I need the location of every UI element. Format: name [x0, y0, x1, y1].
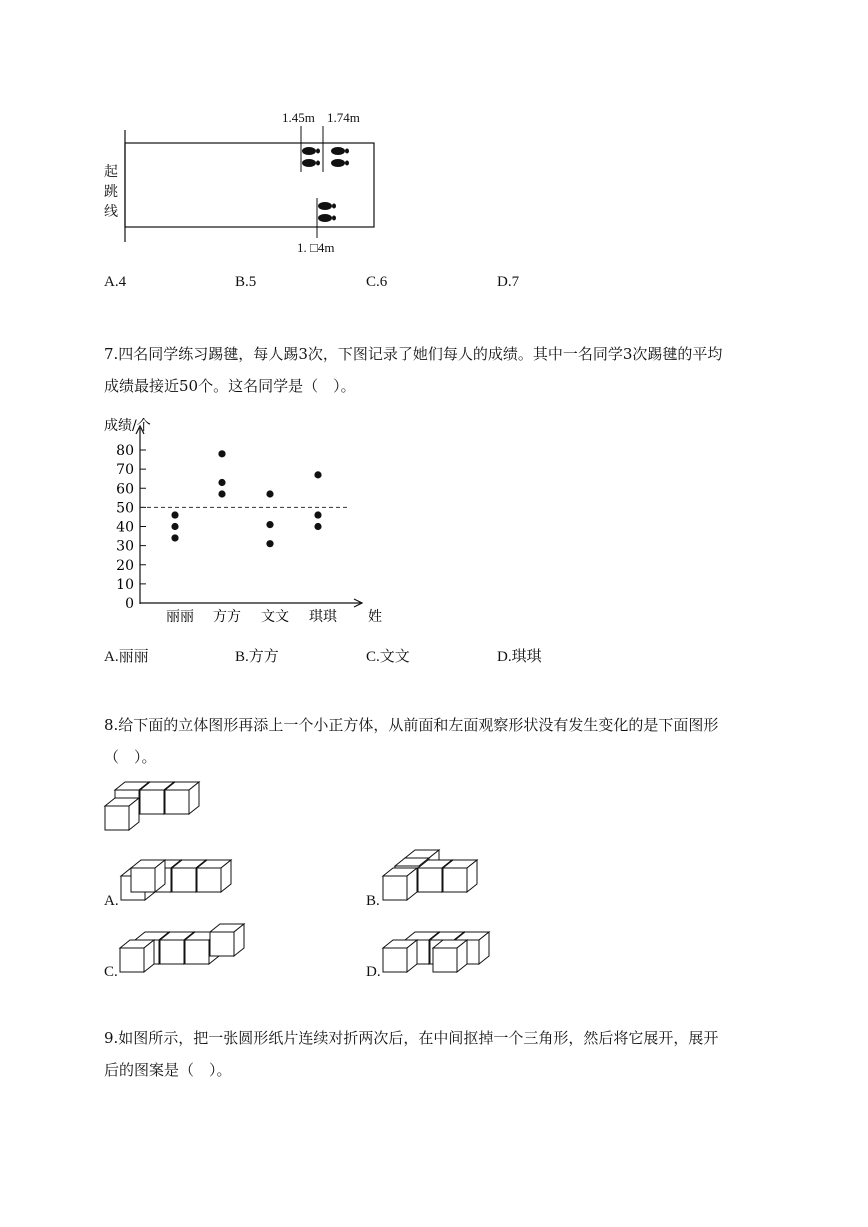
q7-text [104, 343, 784, 397]
y-tick-label: 70 [116, 462, 134, 479]
footprints-icon [302, 147, 349, 222]
cube-face [172, 868, 196, 892]
cube-face [140, 790, 164, 814]
q6-option-d[interactable]: D.7 [497, 274, 520, 290]
q8-option-c[interactable]: C. [104, 964, 118, 980]
x-tick-label: 琪琪 [309, 609, 337, 625]
q6-option-c[interactable]: C.6 [366, 274, 388, 290]
y-tick-label: 0 [125, 596, 134, 612]
y-tick-label: 80 [116, 443, 134, 459]
y-tick-label: 30 [116, 538, 134, 555]
x-tick-label: 方方 [213, 609, 241, 625]
q7-line2: 成绩最接近50个。这名同学是（ ）。 [104, 377, 356, 395]
q6-option-b[interactable]: B.5 [235, 274, 257, 290]
start-line-label [104, 162, 118, 222]
cube-face [185, 940, 209, 964]
q7-line1: 7.四名同学练习踢毽，每人踢3次，下图记录了她们每人的成绩。其中一名同学3次踢毽的平均 [104, 345, 723, 363]
data-point [314, 471, 321, 478]
cube-face [383, 876, 407, 900]
start-line-char: 起 [104, 164, 118, 180]
data-point [266, 540, 273, 547]
data-point [171, 534, 178, 541]
option-c-cubes [120, 924, 244, 972]
q7-option-d[interactable]: D.琪琪 [497, 649, 542, 665]
q8-option-b[interactable]: B. [366, 893, 380, 909]
y-tick-label: 50 [116, 500, 134, 517]
y-axis-label: 成绩/个 [104, 418, 151, 434]
q9-text [104, 1027, 784, 1081]
option-a-cubes [121, 860, 231, 900]
cube-face [165, 790, 189, 814]
x-axis-label: 姓 [368, 609, 382, 625]
label-174: 1.74m [327, 110, 360, 125]
cube-face [131, 868, 155, 892]
option-d-cubes [383, 932, 489, 972]
start-line-char: 跳 [104, 184, 118, 200]
q7-option-b[interactable]: B.方方 [235, 649, 279, 665]
q8-text [104, 714, 784, 768]
cube-face [443, 868, 467, 892]
data-point [171, 511, 178, 518]
data-point [218, 490, 225, 497]
cube-face [160, 940, 184, 964]
y-tick-label: 60 [116, 481, 134, 498]
data-point [218, 450, 225, 457]
y-tick-label: 40 [116, 519, 134, 536]
data-point [218, 479, 225, 486]
cube-face [105, 806, 129, 830]
cube-figures [100, 780, 520, 990]
label-145: 1.45m [282, 110, 315, 125]
cube-face [197, 868, 221, 892]
main-cube-figure [105, 782, 199, 830]
x-tick-label: 丽丽 [166, 609, 194, 625]
cube-face [418, 868, 442, 892]
score-chart [100, 410, 400, 635]
data-point [314, 523, 321, 530]
cube-face [383, 948, 407, 972]
q8-option-d[interactable]: D. [366, 964, 381, 980]
data-point [266, 521, 273, 528]
option-b-cubes [383, 850, 477, 900]
cube-face [120, 948, 144, 972]
jump-area [125, 143, 374, 227]
q6-option-a[interactable]: A.4 [104, 274, 127, 290]
data-point [314, 511, 321, 518]
cube-face [210, 932, 234, 956]
y-tick-label: 10 [116, 576, 134, 593]
q8-option-a[interactable]: A. [104, 893, 119, 909]
q9-line1: 9.如图所示，把一张圆形纸片连续对折两次后，在中间抠掉一个三角形，然后将它展开，展开 [104, 1029, 719, 1047]
q7-option-a[interactable]: A.丽丽 [104, 649, 149, 665]
q8-line1: 8.给下面的立体图形再添上一个小正方体，从前面和左面观察形状没有发生变化的是下面图形 [104, 716, 719, 734]
q9-line2: 后的图案是（ ）。 [104, 1061, 232, 1079]
data-point [266, 490, 273, 497]
y-tick-label: 20 [116, 557, 134, 574]
q8-line2: （ ）。 [104, 748, 157, 766]
x-tick-label: 文文 [261, 609, 289, 625]
start-line-char: 线 [104, 204, 118, 220]
data-point [171, 523, 178, 530]
cube-face [433, 948, 457, 972]
q7-option-c[interactable]: C.文文 [366, 649, 410, 665]
label-bottom: 1. □4m [297, 240, 335, 255]
